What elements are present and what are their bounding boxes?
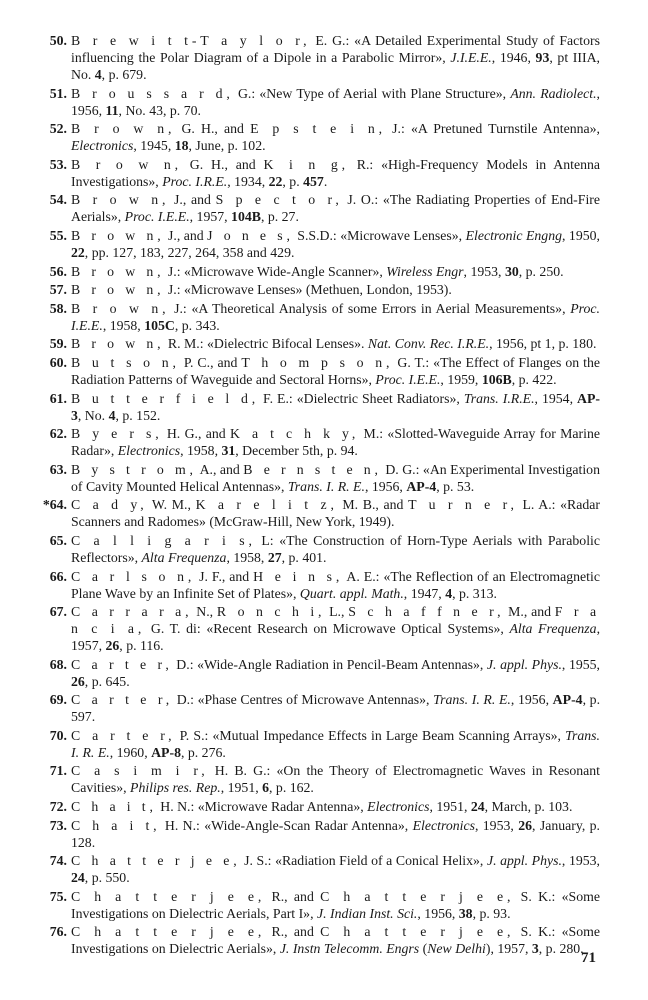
author-name: T h o m p s o n, (241, 354, 394, 370)
reference-text: , 1953, (474, 817, 519, 833)
author-name: B y e r s, (71, 426, 163, 442)
reference-number: 60. (49, 354, 67, 370)
reference-text: G. H., and (175, 121, 251, 137)
reference-number: 62. (49, 426, 67, 442)
reference-text: M., and (504, 604, 555, 620)
author-name: R o n c h i, (216, 604, 326, 620)
reference-text: , January, p. 128. (71, 817, 601, 850)
reference-text: F. E.: «Dielectric Sheet Radiators», (259, 390, 464, 406)
reference-item (0, 532, 648, 566)
reference-number: 61. (49, 390, 67, 406)
volume-number: 93 (535, 50, 550, 65)
publication-name: Philips res. Rep. (130, 780, 221, 796)
reference-text: D. G.: «An Experimental Investigation of Cavity Mounted Helical Antennas», (71, 461, 600, 494)
reference-text: J.: «Microwave Lenses» (Methuen, London, 1953). (164, 282, 452, 298)
reference-text: , p. 597. (71, 692, 601, 725)
reference-number: 67. (49, 604, 67, 620)
volume-number: AP-3 (71, 390, 601, 423)
reference-number: 73. (49, 817, 67, 833)
reference-text: , 1951, (220, 780, 263, 796)
volume-number: 31 (221, 443, 236, 459)
reference-text: W. M., (147, 497, 196, 513)
reference-text: , p. 276. (180, 744, 226, 760)
reference-text: , 1958, (226, 549, 268, 565)
author-name: B r o w n, (71, 192, 170, 208)
reference-text: , p. 401. (281, 549, 327, 565)
author-name: C h a t t e r j e e, (320, 924, 515, 940)
reference-text: , 1945, (133, 138, 175, 154)
reference-text: , p. 645. (84, 673, 130, 689)
volume-number: 38 (458, 905, 473, 921)
author-name: B e r n s t e n, (243, 461, 382, 477)
reference-text: , p. (282, 173, 304, 189)
publication-name: Electronics (412, 817, 475, 833)
reference-text: , 1934, (227, 173, 269, 189)
reference-text: H. G., and (162, 426, 230, 442)
reference-item (0, 923, 648, 957)
reference-text: , 1956, (364, 478, 407, 494)
reference-text: , p. 550. (84, 870, 130, 886)
reference-text: , p. 250. (518, 263, 564, 279)
reference-text: J., and (169, 192, 216, 208)
author-name: C h a i t, (71, 817, 161, 833)
reference-text: N., (192, 604, 217, 620)
volume-number: 11 (105, 102, 119, 118)
volume-number: 22 (268, 173, 283, 189)
reference-item (0, 852, 648, 886)
reference-text: , 1960, (109, 744, 152, 760)
author-name: K i n g, (263, 156, 349, 172)
publication-name: Electronics (117, 443, 181, 459)
reference-number: 57. (49, 282, 67, 298)
author-name: S c h a f f n e r, (348, 604, 505, 620)
reference-number: 52. (49, 121, 67, 137)
volume-number: AP-8 (151, 744, 181, 760)
publication-name: Proc. I.R.E. (162, 173, 228, 189)
reference-item (0, 281, 648, 298)
reference-text: L., (325, 604, 349, 620)
reference-text: , December 5th, p. 94. (235, 443, 358, 459)
volume-number: 106B (481, 371, 512, 387)
reference-text: ( (419, 941, 428, 957)
author-name: B u t t e r f i e l d, (71, 390, 260, 406)
reference-item (0, 335, 648, 352)
reference-number: 54. (49, 192, 67, 208)
reference-text: J.: «A Pretuned Turnstile Antenna», (386, 121, 600, 137)
reference-text: , p. 53. (436, 478, 475, 494)
reference-text: L: «The Construction of Horn-Type Aerials with Parabolic Reflectors», (71, 532, 600, 565)
reference-text: L. A.: «Radar Scanners and Radomes» (McGraw-Hill, New York, 1949). (71, 497, 600, 530)
reference-number: 59. (49, 336, 67, 352)
publication-name: Proc. I.E.E. (375, 371, 441, 387)
reference-text: G. H., and (181, 156, 264, 172)
reference-text: , p. 313. (452, 585, 497, 601)
reference-text: , 1956, pt 1, p. 180. (489, 336, 597, 352)
volume-number: 24 (71, 870, 85, 886)
reference-number: 70. (49, 727, 67, 743)
volume-number: 4 (445, 585, 453, 601)
publication-name: J. Indian Inst. Sci. (316, 905, 418, 921)
author-name: C h a t t e r j e e, (320, 888, 515, 904)
reference-text: H. N.: «Microwave Radar Antenna», (156, 799, 368, 815)
reference-text: G. T.: «The Effect of Flanges on the Radiation Patterns of Waveguide and Sectoral Horns», (71, 354, 600, 387)
author-name: C a s i m i r, (71, 763, 209, 779)
author-name: C a r t e r, (71, 727, 176, 743)
reference-number: 65. (49, 532, 67, 548)
reference-text: J. S.: «Radiation Field of a Conical Helix», (240, 853, 487, 869)
reference-item (0, 32, 648, 83)
reference-text: S. K.: «Some Investigations on Dielectric Aerials, Part I», (71, 888, 600, 921)
volume-number: AP-4 (552, 692, 583, 708)
volume-number: 26 (518, 817, 532, 833)
reference-number: 74. (49, 853, 67, 869)
author-name: B r o w n, (71, 227, 165, 243)
reference-text: , 1955, (561, 656, 601, 672)
reference-text: J.: «Microwave Wide-Angle Scanner», (164, 263, 387, 279)
author-name: C a r r a r a, (71, 604, 193, 620)
publication-name: Electronics (367, 799, 430, 815)
reference-number: 76. (49, 924, 67, 940)
author-name: C a r t e r, (71, 656, 173, 672)
publication-name: Quart. appl. Math. (299, 585, 404, 601)
reference-number: 69. (49, 692, 67, 708)
reference-text: J., and (164, 227, 208, 243)
reference-text: M. B., and (337, 497, 409, 513)
reference-text: P. C., and (179, 354, 242, 370)
reference-text: , p. 162. (269, 780, 314, 796)
reference-text: S.S.D.: «Microwave Lenses», (293, 227, 466, 243)
publication-name: Alta Frequenza (509, 621, 597, 637)
publication-name: J. Instn Telecomm. Engrs (279, 941, 420, 957)
author-name: B r o w n, (71, 156, 182, 172)
author-name: K a r e l i t z, (195, 497, 338, 513)
publication-name: J. appl. Phys. (486, 853, 562, 869)
reference-text: , 1958, (102, 317, 145, 333)
reference-number: *64. (42, 497, 67, 513)
volume-number: 3 (531, 941, 539, 957)
publication-name: New Delhi (427, 941, 486, 957)
reference-text: , 1953, (561, 853, 600, 869)
reference-number: 53. (49, 156, 67, 172)
reference-item (0, 461, 648, 495)
volume-number: 22 (71, 244, 85, 260)
author-name: K a t c h k y, (229, 426, 360, 442)
reference-text: , 1947, (403, 585, 446, 601)
reference-text: J.: «A Theoretical Analysis of some Errors in Aerial Measurements», (169, 300, 571, 316)
reference-number: 58. (49, 300, 67, 316)
publication-name: Ann. Radiolect. (510, 85, 597, 101)
publication-name: Proc. I.E.E. (124, 209, 190, 225)
reference-item (0, 762, 648, 796)
publication-name: J.I.E.E. (450, 50, 492, 65)
reference-list (0, 32, 648, 959)
volume-number: 27 (267, 549, 282, 565)
reference-number: 71. (49, 763, 67, 779)
author-name: C h a t t e r j e e, (71, 924, 266, 940)
reference-number: 50. (49, 33, 67, 48)
author-name: C h a t t e r j e e, (71, 853, 241, 869)
reference-text: , 1956, (510, 692, 553, 708)
volume-number: 26 (105, 638, 120, 654)
reference-text: A., and (196, 461, 244, 477)
author-name: H e i n s, (253, 568, 344, 584)
reference-item (0, 120, 648, 154)
author-name: F r a n c i a, (71, 604, 600, 637)
reference-text: G. T. di: «Recent Research on Microwave Optical Systems», (145, 621, 510, 637)
reference-text: R.: «High-Frequency Models in Antenna Investigations», (71, 156, 600, 189)
reference-text: M.: «Slotted-Waveguide Array for Marine Radar», (71, 426, 600, 459)
reference-item (0, 656, 648, 690)
reference-text: , 1946, (491, 50, 536, 65)
author-name: S p e c t o r, (215, 192, 343, 208)
author-name: B y s t r o m, (71, 461, 197, 477)
reference-item (0, 390, 648, 424)
reference-text: , p. 343. (174, 317, 220, 333)
reference-item (0, 85, 648, 119)
reference-number: 55. (49, 227, 67, 243)
reference-text: R. M.: «Dielectric Bifocal Lenses». (164, 336, 368, 352)
volume-number: 24 (470, 799, 485, 815)
reference-text: , p. 280. (538, 941, 584, 957)
reference-text: , 1957, (189, 209, 232, 225)
reference-item (0, 691, 648, 725)
author-name: B r o u s s a r d, (71, 85, 234, 101)
author-name: C a r t e r, (71, 692, 174, 708)
author-name: C a d y, (71, 497, 148, 513)
volume-number: 104B (231, 209, 261, 225)
reference-text: , p. 116. (119, 638, 164, 654)
reference-text: , 1956, (71, 85, 600, 118)
author-name: C a r l s o n, (71, 568, 196, 584)
author-name: C h a t t e r j e e, (71, 888, 266, 904)
reference-text: , March, p. 103. (484, 799, 573, 815)
publication-name: Trans. I. R. E. (71, 727, 601, 760)
author-name: B u t s o n, (71, 354, 180, 370)
volume-number: 18 (174, 138, 189, 154)
reference-text: , 1957, (71, 621, 601, 654)
reference-text: J. O.: «The Radiating Properties of End-Fire Aerials», (71, 192, 600, 225)
reference-number: 56. (49, 263, 67, 279)
author-name: B r o w n, (71, 300, 170, 316)
publication-name: Trans. I. R. E. (433, 692, 511, 708)
reference-text: R., and (265, 924, 321, 940)
author-name: B r o w n, (71, 263, 165, 279)
volume-number: 26 (71, 673, 85, 689)
reference-text: . (323, 173, 328, 189)
reference-number: 75. (49, 888, 67, 904)
reference-number: 68. (49, 656, 67, 672)
reference-text: , 1954, (534, 390, 578, 406)
reference-text: H. N.: «Wide-Angle-Scan Radar Antenna», (160, 817, 413, 833)
volume-number: 30 (504, 263, 519, 279)
reference-text: ), 1957, (485, 941, 532, 957)
reference-item (0, 798, 648, 815)
reference-text: , p. 93. (472, 905, 511, 921)
reference-item (0, 354, 648, 388)
publication-name: Alta Frequenza (141, 549, 227, 565)
author-name: C h a i t, (71, 799, 157, 815)
volume-number: 4 (94, 67, 102, 82)
author-name: C a l l i g a r i s, (71, 532, 256, 548)
publication-name: Wireless Engr (386, 263, 464, 279)
publication-name: Nat. Conv. Rec. I.R.E. (367, 336, 490, 352)
reference-item (0, 227, 648, 261)
volume-number: AP-4 (406, 478, 437, 494)
reference-text: R., and (265, 888, 321, 904)
reference-text: , 1958, (180, 443, 222, 459)
volume-number: 457 (303, 173, 324, 189)
publication-name: Trans. I. R. E. (287, 478, 365, 494)
reference-text: D.: «Wide-Angle Radiation in Pencil-Beam Antennas», (172, 656, 487, 672)
reference-text: , No. (77, 407, 109, 423)
reference-text: , pp. 127, 183, 227, 264, 358 and 429. (84, 244, 295, 260)
author-name: B r o w n, (71, 282, 165, 298)
reference-text: , 1956, (417, 905, 459, 921)
reference-text: , 1951, (429, 799, 471, 815)
publication-name: Electronics (71, 138, 134, 154)
reference-item (0, 191, 648, 225)
reference-number: 66. (49, 568, 67, 584)
reference-item (0, 156, 648, 190)
volume-number: 6 (262, 780, 270, 796)
reference-number: 72. (49, 799, 67, 815)
reference-text: , 1950, (562, 227, 600, 243)
reference-text: E. G.: «A Detailed Experimental Study of Factors influencing the Polar Diagram of a Dipole in a Parabolic Mirror», (71, 33, 601, 65)
reference-text: , p. 679. (101, 67, 147, 82)
reference-text: , June, p. 102. (188, 138, 266, 154)
page-number: 71 (581, 950, 596, 966)
author-name: T u r n e r, (408, 497, 518, 513)
reference-text: J. F., and (195, 568, 254, 584)
reference-item (0, 888, 648, 922)
reference-text: S. K.: «Some Investigations on Dielectric Aerials», (71, 924, 600, 957)
reference-text: , 1953, (463, 263, 505, 279)
reference-item (0, 817, 648, 851)
reference-item (0, 425, 648, 459)
reference-item (0, 568, 648, 602)
reference-item (0, 496, 648, 530)
volume-number: 105C (144, 317, 175, 333)
publication-name: Proc. I.E.E. (71, 300, 600, 333)
author-name: J o n e s, (207, 227, 294, 243)
reference-text: , p. 422. (511, 371, 557, 387)
reference-text: , 1959, (440, 371, 482, 387)
reference-item (0, 727, 648, 761)
reference-text: G.: «New Type of Aerial with Plane Structure», (233, 85, 511, 101)
reference-number: 63. (49, 461, 67, 477)
author-name: B r o w n, (71, 121, 176, 137)
author-name: E p s t e i n, (250, 121, 386, 137)
reference-text: D.: «Phase Centres of Microwave Antennas», (173, 692, 434, 708)
publication-name: Trans. I.R.E. (463, 390, 535, 406)
reference-text: P. S.: «Mutual Impedance Effects in Large Beam Scanning Arrays», (175, 727, 566, 743)
reference-item (0, 300, 648, 334)
reference-item (0, 603, 648, 654)
reference-text: H. B. G.: «On the Theory of Electromagnetic Waves in Resonant Cavities», (71, 763, 600, 796)
reference-text: , p. 152. (115, 407, 161, 423)
reference-text: , No. 43, p. 70. (118, 102, 201, 118)
reference-text: , p. 27. (260, 209, 299, 225)
reference-text: A. E.: «The Reflection of an Electromagnetic Plane Wave by an Infinite Set of Plates», (71, 568, 600, 601)
volume-number: 4 (108, 407, 116, 423)
reference-number: 51. (49, 85, 67, 101)
author-name: B r o w n, (71, 336, 165, 352)
reference-text: , pt IIIA, No. (71, 50, 601, 82)
author-name: B r e w i t t-T a y l o r, (71, 33, 311, 48)
publication-name: J. appl. Phys. (486, 656, 562, 672)
publication-name: Electronic Engng (465, 227, 563, 243)
reference-item (0, 263, 648, 280)
